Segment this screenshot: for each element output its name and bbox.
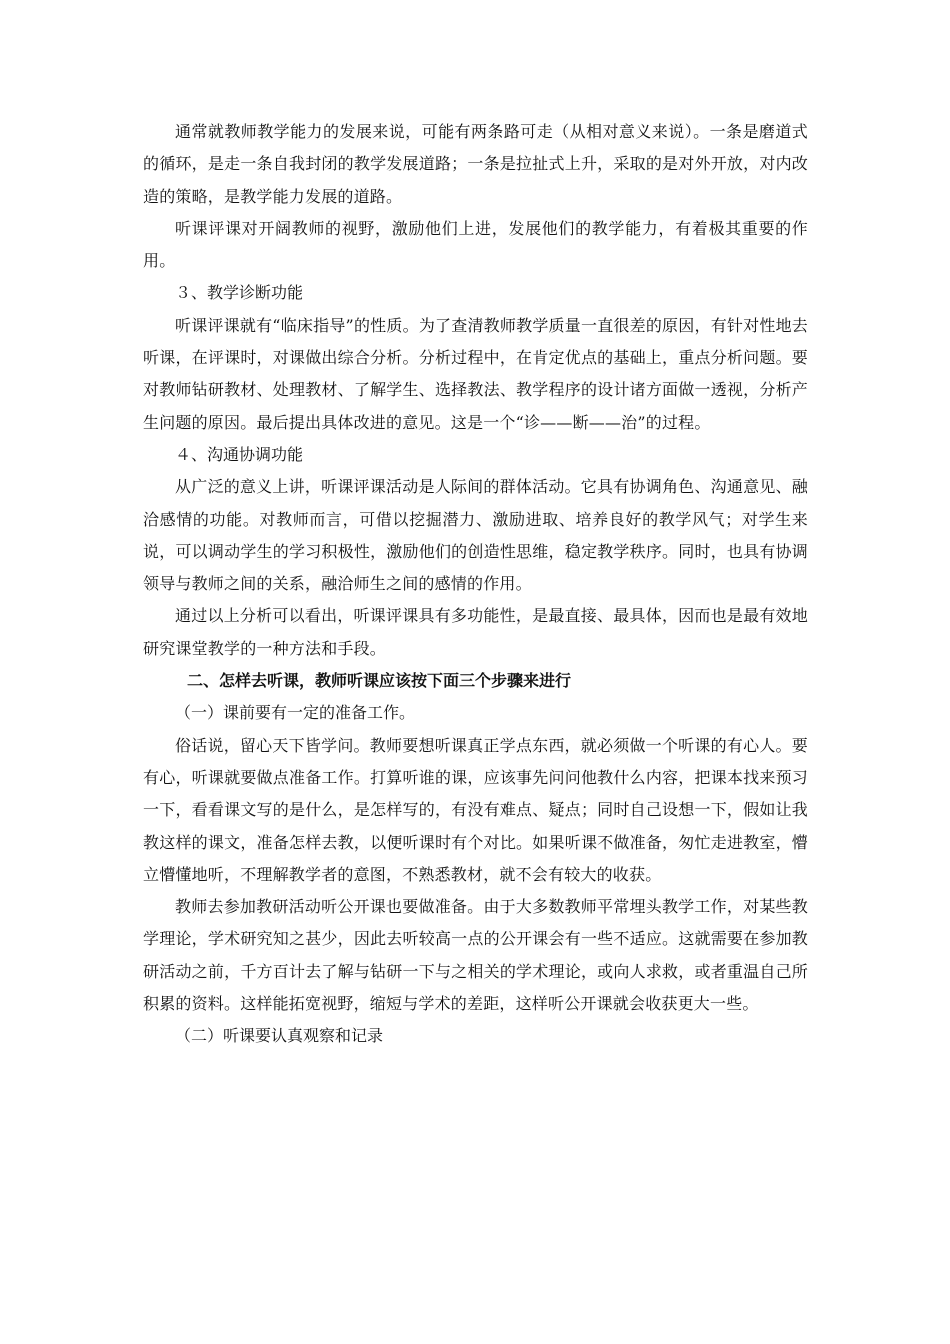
paragraph-summary: 通过以上分析可以看出，听课评课具有多功能性，是最直接、最具体，因而也是最有效地研究课堂教学的一种方法和手段。 <box>143 606 808 658</box>
subheading-observe-record: （二）听课要认真观察和记录 <box>175 1026 384 1046</box>
heading-communication-function: ４、沟通协调功能 <box>175 444 304 464</box>
paragraph-broaden-view: 听课评课对开阔教师的视野，激励他们上进，发展他们的教学能力，有着极其重要的作用。 <box>143 218 808 271</box>
paragraph-diagnosis: 听课评课就有“临床指导”的性质。为了查清教师教学质量一直很差的原因，有针对性地去听课，在评课时，对课做出综合分析。分析过程中，在肯定优点的基础上，重点分析问题。要对教师钻研教材、处理教材、了解学生、选择教法、教学程序的设计诸方面做一透视，分析产生问题的原因。最后提出具体改进的意见。这是一个“诊——断——治”的过程。 <box>143 315 808 432</box>
paragraph-teaching-ability: 通常就教师教学能力的发展来说，可能有两条路可走（从相对意义来说）。一条是磨道式的循环，是走一条自我封闭的教学发展道路；一条是拉扯式上升，采取的是对外开放，对内改造的策略，是教学能力发展的道路。 <box>143 122 808 206</box>
paragraph-preparation: 俗话说，留心天下皆学问。教师要想听课真正学点东西，就必须做一个听课的有心人。要有心，听课就要做点准备工作。打算听谁的课，应该事先问问他教什么内容，把课本找来预习一下，看看课文写的是什么，是怎样写的，有没有难点、疑点；同时自己设想一下，假如让我教这样的课文，准备怎样去教，以便听课时有个对比。如果听课不做准备，匆忙走进教室，懵立懵懂地听，不理解教学者的意图，不熟悉教材，就不会有较大的收获。 <box>143 735 808 884</box>
paragraph-communication: 从广泛的意义上讲，听课评课活动是人际间的群体活动。它具有协调角色、沟通意见、融洽感情的功能。对教师而言，可借以挖掘潜力、激励进取、培养良好的教学风气；对学生来说，可以调动学生的学习积极性，激励他们的创造性思维，稳定教学秩序。同时，也具有协调领导与教师之间的关系，融洽师生之间的感情的作用。 <box>143 477 808 594</box>
heading-diagnosis-function: ３、教学诊断功能 <box>175 283 304 303</box>
text-column <box>143 116 808 1053</box>
section-heading-how-to-observe: 二、怎样去听课，教师听课应该按下面三个步骤来进行 <box>187 671 572 691</box>
paragraph-public-class: 教师去参加教研活动听公开课也要做准备。由于大多数教师平常埋头教学工作，对某些教学理论，学术研究知之甚少，因此去听较高一点的公开课会有一些不适应。这就需要在参加教研活动之前，千方百计去了解与钻研一下与之相关的学术理论，或向人求救，或者重温自己所积累的资料。这样能拓宽视野，缩短与学术的差距，这样听公开课就会收获更大一些。 <box>143 897 808 1014</box>
subheading-preparation: （一）课前要有一定的准备工作。 <box>175 703 416 723</box>
